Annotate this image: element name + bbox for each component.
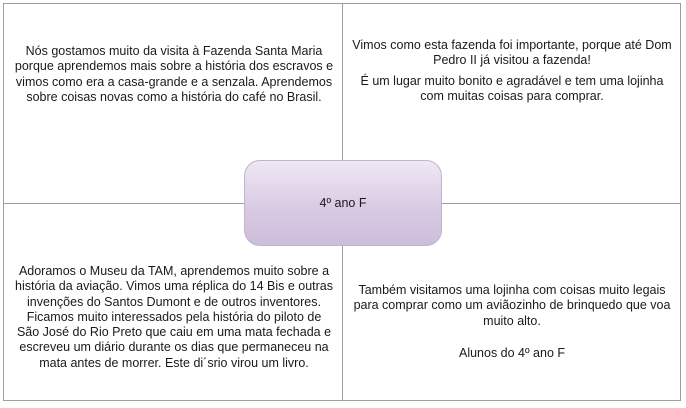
quadrant-top-left-text: Nós gostamos muito da visita à Fazenda Santa Maria porque aprendemos mais sobre a história dos escravos e vimos como era a casa-grande e a senzala. Aprendemos sobre coisas novas como a história do café no Brasil. [14, 44, 334, 104]
quadrant-top-right [350, 38, 674, 104]
quadrant-top-right-text-1: Vimos como esta fazenda foi importante, porque até Dom Pedro II já visitou a fazenda! [352, 38, 672, 68]
quadrant-bottom-right-text: Também visitamos uma lojinha com coisas muito legais para comprar como um aviãozinho de brinquedo que voa muito alto. [353, 283, 671, 328]
quadrant-bottom-left-text: Adoramos o Museu da TAM, aprendemos muito sobre a história da aviação. Vimos uma réplica do 14 Bis e outras invenções do Santos Dumont e de outros inventores. Ficamos muito interessados pela história do piloto de São José do Rio Preto que caiu em uma mata fechada e escreveu um diário durante os dias que permaneceu na mata antes de morrer. Este di´srio virou um livro. [15, 264, 333, 370]
center-label: 4º ano F [319, 196, 367, 210]
signature: Alunos do 4º ano F [458, 345, 566, 360]
quadrant-bottom-right [350, 283, 674, 361]
center-label-box [244, 160, 442, 246]
quadrant-top-left [14, 44, 334, 105]
quadrant-top-right-text-2: É um lugar muito bonito e agradável e tem uma lojinha com muitas coisas para comprar. [360, 73, 664, 103]
quadrant-bottom-left [14, 264, 334, 371]
